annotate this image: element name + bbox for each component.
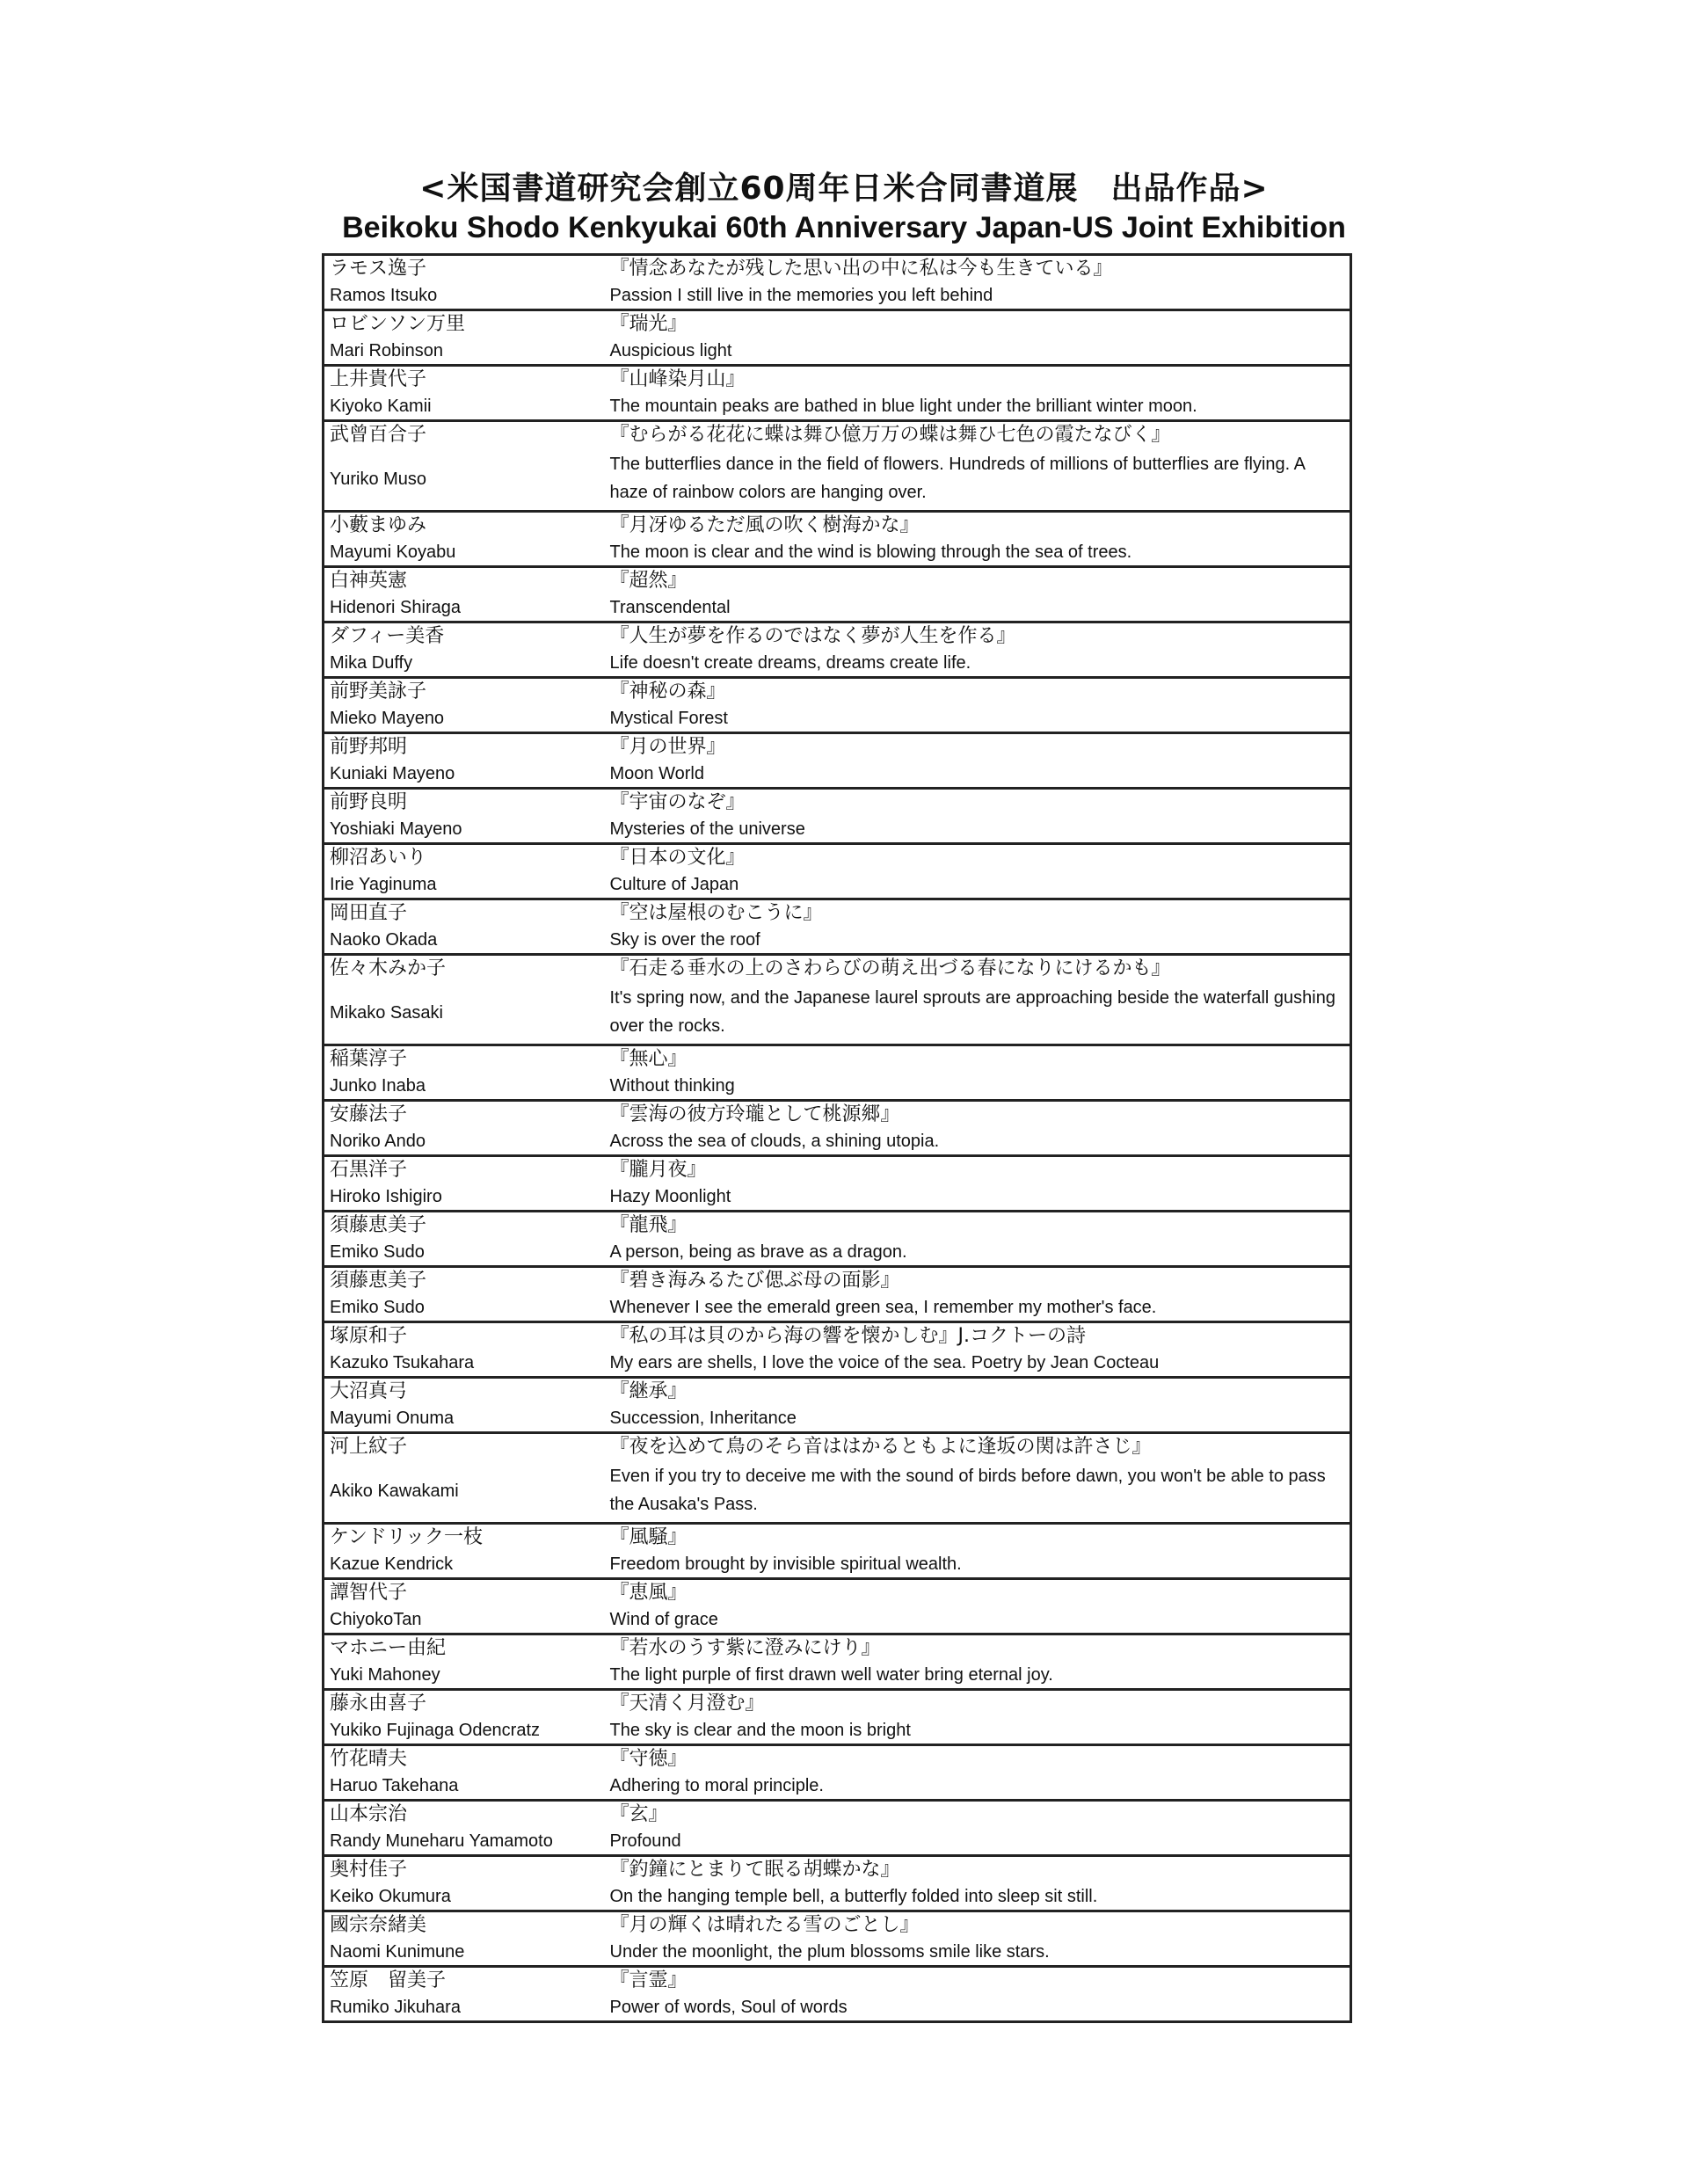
work-title-japanese: 『空は屋根のむこうに』 bbox=[605, 899, 1351, 928]
artist-name-japanese: 武曾百合子 bbox=[324, 421, 605, 449]
artist-name-english: Rumiko Jikuhara bbox=[330, 1998, 461, 2017]
work-title-japanese: 『人生が夢を作るのではなく夢が人生を作る』 bbox=[605, 622, 1351, 651]
work-row-english bbox=[324, 871, 1351, 899]
work-row-japanese bbox=[324, 789, 1351, 817]
work-row-japanese bbox=[324, 733, 1351, 761]
work-row-english bbox=[324, 594, 1351, 622]
work-row-english bbox=[324, 1460, 1351, 1524]
work-title-japanese: 『雲海の彼方玲瓏として桃源郷』 bbox=[605, 1101, 1351, 1129]
work-title-english: Culture of Japan bbox=[609, 875, 739, 894]
work-title-japanese: 『風騒』 bbox=[605, 1524, 1351, 1552]
artist-name-english: Yukiko Fujinaga Odencratz bbox=[330, 1721, 541, 1740]
artist-name-english: Haruo Takehana bbox=[330, 1776, 459, 1795]
work-title-japanese: 『山峰染月山』 bbox=[605, 366, 1351, 394]
work-row-japanese bbox=[324, 1801, 1351, 1829]
work-title-english: Without thinking bbox=[609, 1076, 735, 1096]
work-row-english bbox=[324, 1717, 1351, 1745]
work-row-english bbox=[324, 1606, 1351, 1634]
work-title-english: It's spring now, and the Japanese laurel sprouts are approaching beside the waterfall gushing over the rocks. bbox=[609, 988, 1335, 1036]
work-row-japanese bbox=[324, 1212, 1351, 1240]
work-title-japanese: 『天清く月澄む』 bbox=[605, 1690, 1351, 1718]
work-title-english: Auspicious light bbox=[609, 341, 732, 360]
artist-name-english: Irie Yaginuma bbox=[330, 875, 437, 894]
work-title-english: A person, being as brave as a dragon. bbox=[609, 1242, 907, 1262]
artist-name-japanese: 河上紋子 bbox=[324, 1433, 605, 1461]
work-row-japanese bbox=[324, 1690, 1351, 1718]
artist-name-japanese: ダフィー美香 bbox=[324, 622, 605, 651]
work-title-japanese: 『情念あなたが残した思い出の中に私は今も生きている』 bbox=[609, 258, 1113, 280]
work-row-english bbox=[324, 338, 1351, 366]
work-title-english: The light purple of first drawn well water bring eternal joy. bbox=[609, 1665, 1053, 1685]
work-row-japanese bbox=[324, 1433, 1351, 1461]
work-title-japanese: 『月の世界』 bbox=[605, 733, 1351, 761]
artist-name-japanese: 藤永由喜子 bbox=[324, 1690, 605, 1718]
artist-name-japanese: 大沼真弓 bbox=[324, 1378, 605, 1406]
work-title-japanese: 『碧き海みるたび偲ぶ母の面影』 bbox=[605, 1267, 1351, 1295]
work-row-english bbox=[324, 1239, 1351, 1267]
artist-name-japanese: 稲葉淳子 bbox=[324, 1045, 605, 1074]
work-title-english: Passion I still live in the memories you left behind bbox=[609, 286, 993, 305]
artist-name-english: Mayumi Koyabu bbox=[330, 542, 456, 562]
artist-name-japanese: マホニー由紀 bbox=[324, 1634, 605, 1663]
artist-name-english: Mieko Mayeno bbox=[330, 709, 445, 728]
work-row-english bbox=[324, 1405, 1351, 1433]
artist-name-english: Mari Robinson bbox=[330, 341, 443, 360]
artist-name-japanese: 笠原 留美子 bbox=[324, 1967, 605, 1995]
work-row-japanese bbox=[324, 1156, 1351, 1184]
work-row-english bbox=[324, 393, 1351, 421]
artist-name-japanese: ラモス逸子 bbox=[330, 258, 427, 280]
work-row-japanese bbox=[324, 1745, 1351, 1773]
work-title-english: Profound bbox=[609, 1831, 681, 1851]
artist-name-english: Mikako Sasaki bbox=[330, 1003, 443, 1023]
work-row-japanese bbox=[324, 1045, 1351, 1074]
work-row-english bbox=[324, 1350, 1351, 1378]
work-title-english: Wind of grace bbox=[609, 1610, 718, 1629]
work-title-japanese: 『玄』 bbox=[605, 1801, 1351, 1829]
artist-name-japanese: 山本宗治 bbox=[324, 1801, 605, 1829]
artist-name-english: Kazue Kendrick bbox=[330, 1554, 454, 1574]
work-title-japanese: 『日本の文化』 bbox=[605, 844, 1351, 872]
work-row-english bbox=[324, 816, 1351, 844]
artist-name-japanese: 安藤法子 bbox=[324, 1101, 605, 1129]
work-title-japanese: 『神秘の森』 bbox=[605, 678, 1351, 706]
work-title-japanese: 『超然』 bbox=[605, 567, 1351, 595]
works-table-body bbox=[324, 255, 1351, 2022]
work-row-japanese bbox=[324, 310, 1351, 339]
work-title-japanese: 『夜を込めて鳥のそら音ははかるともよに逢坂の関は許さじ』 bbox=[605, 1433, 1351, 1461]
exhibition-works-table bbox=[322, 253, 1352, 2023]
work-row-japanese bbox=[324, 1378, 1351, 1406]
work-title-english: The sky is clear and the moon is bright bbox=[609, 1721, 911, 1740]
work-row-english bbox=[324, 761, 1351, 789]
work-title-english: Power of words, Soul of words bbox=[609, 1998, 848, 2017]
work-row-japanese bbox=[324, 678, 1351, 706]
work-title-english: Whenever I see the emerald green sea, I remember my mother's face. bbox=[609, 1298, 1157, 1317]
work-title-japanese: 『朧月夜』 bbox=[605, 1156, 1351, 1184]
work-title-japanese: 『月冴ゆるただ風の吹く樹海かな』 bbox=[605, 512, 1351, 540]
artist-name-english: Emiko Sudo bbox=[330, 1298, 425, 1317]
work-row-japanese bbox=[324, 1322, 1351, 1350]
work-title-english: Life doesn't create dreams, dreams create life. bbox=[609, 653, 971, 673]
work-row-japanese bbox=[324, 1856, 1351, 1884]
work-row-english bbox=[324, 282, 1351, 310]
work-row-english bbox=[324, 1883, 1351, 1911]
work-title-english: Mystical Forest bbox=[609, 709, 728, 728]
artist-name-japanese: ロビンソン万里 bbox=[324, 310, 605, 339]
artist-name-english: Randy Muneharu Yamamoto bbox=[330, 1831, 553, 1851]
artist-name-english: Hiroko Ishigiro bbox=[330, 1187, 442, 1206]
work-row-english bbox=[324, 1939, 1351, 1967]
work-row-english bbox=[324, 1128, 1351, 1156]
artist-name-english: Yoshiaki Mayeno bbox=[330, 819, 462, 839]
artist-name-japanese: 塚原和子 bbox=[324, 1322, 605, 1350]
work-title-japanese: 『継承』 bbox=[605, 1378, 1351, 1406]
work-row-japanese bbox=[324, 1634, 1351, 1663]
work-row-japanese bbox=[324, 899, 1351, 928]
work-title-english: Succession, Inheritance bbox=[609, 1409, 797, 1428]
work-row-english bbox=[324, 650, 1351, 678]
work-title-english: Across the sea of clouds, a shining utopia. bbox=[609, 1132, 940, 1151]
artist-name-english: Kuniaki Mayeno bbox=[330, 764, 455, 783]
work-row-english bbox=[324, 705, 1351, 733]
work-row-japanese bbox=[324, 255, 1351, 283]
work-row-english bbox=[324, 1662, 1351, 1690]
artist-name-japanese: 須藤恵美子 bbox=[324, 1267, 605, 1295]
artist-name-japanese: 譚智代子 bbox=[324, 1579, 605, 1607]
artist-name-japanese: ケンドリック一枝 bbox=[324, 1524, 605, 1552]
work-title-english: My ears are shells, I love the voice of the sea. Poetry by Jean Cocteau bbox=[609, 1353, 1160, 1372]
work-title-english: The mountain peaks are bathed in blue light under the brilliant winter moon. bbox=[609, 397, 1197, 416]
work-title-japanese: 『若水のうす紫に澄みにけり』 bbox=[605, 1634, 1351, 1663]
work-row-japanese bbox=[324, 844, 1351, 872]
artist-name-english: Ramos Itsuko bbox=[330, 286, 438, 305]
work-title-japanese: 『月の輝くは晴れたる雪のごとし』 bbox=[605, 1911, 1351, 1940]
work-title-english: Freedom brought by invisible spiritual wealth. bbox=[609, 1554, 962, 1574]
artist-name-japanese: 前野美詠子 bbox=[324, 678, 605, 706]
work-title-japanese: 『龍飛』 bbox=[605, 1212, 1351, 1240]
work-row-english bbox=[324, 1294, 1351, 1322]
work-row-english bbox=[324, 1551, 1351, 1579]
artist-name-english: Junko Inaba bbox=[330, 1076, 426, 1096]
work-title-english: Sky is over the roof bbox=[609, 930, 760, 950]
work-title-japanese: 『瑞光』 bbox=[605, 310, 1351, 339]
work-row-english bbox=[324, 1994, 1351, 2022]
work-title-japanese: 『釣鐘にとまりて眠る胡蝶かな』 bbox=[605, 1856, 1351, 1884]
artist-name-japanese: 竹花晴夫 bbox=[324, 1745, 605, 1773]
artist-name-japanese: 須藤恵美子 bbox=[324, 1212, 605, 1240]
work-title-english: Hazy Moonlight bbox=[609, 1187, 731, 1206]
work-title-japanese: 『守徳』 bbox=[605, 1745, 1351, 1773]
work-row-japanese bbox=[324, 1911, 1351, 1940]
artist-name-english: Naomi Kunimune bbox=[330, 1942, 465, 1962]
work-row-japanese bbox=[324, 512, 1351, 540]
work-row-japanese bbox=[324, 622, 1351, 651]
work-title-japanese: 『私の耳は貝のから海の響を懐かしむ』J.コクトーの詩 bbox=[605, 1322, 1351, 1350]
artist-name-english: Yuriko Muso bbox=[330, 470, 427, 489]
page-title-english: Beikoku Shodo Kenkyukai 60th Anniversary Japan-US Joint Exhibition bbox=[342, 211, 1346, 244]
work-row-english bbox=[324, 1773, 1351, 1801]
artist-name-japanese: 石黒洋子 bbox=[324, 1156, 605, 1184]
work-row-japanese bbox=[324, 1579, 1351, 1607]
work-row-japanese bbox=[324, 567, 1351, 595]
work-title-english: Moon World bbox=[609, 764, 704, 783]
work-row-japanese bbox=[324, 1967, 1351, 1995]
artist-name-english: Akiko Kawakami bbox=[330, 1481, 459, 1501]
work-title-english: Even if you try to deceive me with the sound of birds before dawn, you won't be able to pass the Ausaka's Pass. bbox=[609, 1467, 1326, 1514]
work-title-japanese: 『石走る垂水の上のさわらびの萌え出づる春になりにけるかも』 bbox=[605, 955, 1351, 983]
work-title-japanese: 『無心』 bbox=[605, 1045, 1351, 1074]
work-row-japanese bbox=[324, 1267, 1351, 1295]
work-title-english: Mysteries of the universe bbox=[609, 819, 805, 839]
artist-name-english: Yuki Mahoney bbox=[330, 1665, 440, 1685]
work-row-english bbox=[324, 927, 1351, 955]
work-title-japanese: 『恵風』 bbox=[605, 1579, 1351, 1607]
work-title-japanese: 『言霊』 bbox=[605, 1967, 1351, 1995]
work-title-english: On the hanging temple bell, a butterfly folded into sleep sit still. bbox=[609, 1887, 1098, 1906]
artist-name-japanese: 柳沼あいり bbox=[324, 844, 605, 872]
artist-name-english: Kiyoko Kamii bbox=[330, 397, 432, 416]
artist-name-english: Kazuko Tsukahara bbox=[330, 1353, 475, 1372]
work-row-japanese bbox=[324, 1101, 1351, 1129]
artist-name-english: Keiko Okumura bbox=[330, 1887, 451, 1906]
work-row-english bbox=[324, 448, 1351, 512]
work-title-english: The butterflies dance in the field of flowers. Hundreds of millions of butterflies are flying. A haze of rainbow colors are hanging over. bbox=[609, 455, 1305, 502]
artist-name-japanese: 上井貴代子 bbox=[324, 366, 605, 394]
artist-name-japanese: 前野邦明 bbox=[324, 733, 605, 761]
artist-name-english: Naoko Okada bbox=[330, 930, 438, 950]
work-row-english bbox=[324, 1183, 1351, 1212]
artist-name-japanese: 奥村佳子 bbox=[324, 1856, 605, 1884]
work-row-japanese bbox=[324, 366, 1351, 394]
work-title-japanese: 『宇宙のなぞ』 bbox=[605, 789, 1351, 817]
work-row-english bbox=[324, 1073, 1351, 1101]
artist-name-japanese: 佐々木みか子 bbox=[324, 955, 605, 983]
work-row-english bbox=[324, 982, 1351, 1045]
artist-name-english: ChiyokoTan bbox=[330, 1610, 422, 1629]
work-row-japanese bbox=[324, 421, 1351, 449]
artist-name-english: Emiko Sudo bbox=[330, 1242, 425, 1262]
page-title-japanese: <米国書道研究会創立60周年日米合同書道展 出品作品> bbox=[419, 171, 1269, 207]
work-title-english: The moon is clear and the wind is blowing through the sea of trees. bbox=[609, 542, 1132, 562]
work-title-english: Adhering to moral principle. bbox=[609, 1776, 824, 1795]
work-title-japanese: 『むらがる花花に蝶は舞ひ億万万の蝶は舞ひ七色の霞たなびく』 bbox=[605, 421, 1351, 449]
artist-name-english: Noriko Ando bbox=[330, 1132, 426, 1151]
artist-name-english: Mayumi Onuma bbox=[330, 1409, 455, 1428]
work-row-english bbox=[324, 1828, 1351, 1856]
artist-name-japanese: 白神英憲 bbox=[324, 567, 605, 595]
artist-name-english: Mika Duffy bbox=[330, 653, 413, 673]
artist-name-japanese: 前野良明 bbox=[324, 789, 605, 817]
artist-name-japanese: 小藪まゆみ bbox=[324, 512, 605, 540]
work-title-english: Transcendental bbox=[609, 598, 731, 617]
artist-name-japanese: 岡田直子 bbox=[324, 899, 605, 928]
work-title-english: Under the moonlight, the plum blossoms smile like stars. bbox=[609, 1942, 1050, 1962]
work-row-japanese bbox=[324, 1524, 1351, 1552]
work-row-english bbox=[324, 539, 1351, 567]
work-row-japanese bbox=[324, 955, 1351, 983]
artist-name-english: Hidenori Shiraga bbox=[330, 598, 461, 617]
artist-name-japanese: 國宗奈緒美 bbox=[324, 1911, 605, 1940]
